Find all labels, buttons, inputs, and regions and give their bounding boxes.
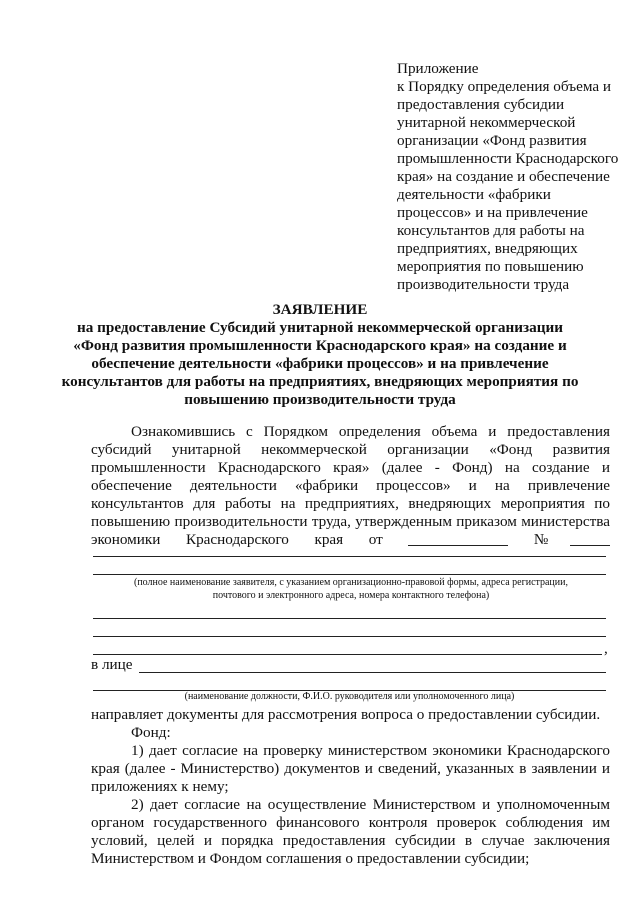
appendix-line: к Порядку определения объема и	[397, 78, 611, 95]
applicant-name-line[interactable]	[93, 556, 606, 557]
appendix-line: процессов» и на привлечение	[397, 204, 588, 221]
item2-line: 2) дает согласие на осуществление Министерством и уполномоченным	[131, 796, 610, 813]
appendix-line: консультантов для работы на	[397, 222, 585, 239]
in-person-field[interactable]	[139, 672, 606, 673]
decree-word: от	[368, 531, 383, 548]
decree-line	[91, 531, 610, 549]
applicant-name-line[interactable]	[93, 574, 606, 575]
title-line: на предоставление Субсидий унитарной некоммерческой организации	[77, 319, 563, 336]
intro-line: субсидий унитарной некоммерческой организации «Фонд развития	[91, 441, 610, 458]
decree-word: края	[314, 531, 344, 548]
intro-line: обеспечение деятельности «фабрики процессов» и на привлечение	[91, 477, 610, 494]
fund-label: Фонд:	[131, 724, 171, 741]
item2-line: Министерством и Фондом соглашения о предоставлении субсидии;	[91, 850, 530, 867]
item2-line: условий, целей и порядка предоставления субсидии в случае заключения	[91, 832, 610, 849]
title-line: обеспечение деятельности «фабрики процессов» и на привлечение	[91, 355, 549, 372]
trailing-comma: ,	[604, 640, 608, 657]
appendix-line: унитарной некоммерческой	[397, 114, 576, 131]
sends-docs-text: направляет документы для рассмотрения вопроса о предоставлении субсидии.	[91, 706, 601, 723]
appendix-line: промышленности Краснодарского	[397, 150, 619, 167]
item1-line: приложениях к нему;	[91, 778, 229, 795]
item2-line: органом государственного финансового контроля проверок соблюдения им	[91, 814, 610, 831]
applicant-details-line[interactable]	[93, 654, 602, 655]
intro-line: Ознакомившись с Порядком определения объема и предоставления	[131, 423, 610, 440]
item1-line: края (далее - Министерство) документов и сведений, указанных в заявлении и	[91, 760, 610, 777]
title-heading: ЗАЯВЛЕНИЕ	[272, 301, 368, 318]
applicant-note: почтового и электронного адреса, номера контактного телефона)	[212, 590, 490, 601]
appendix-line: организации «Фонд развития	[397, 132, 587, 149]
decree-word: экономики	[91, 531, 161, 548]
intro-line: промышленности Краснодарского края» (далее - Фонд) на создание и	[91, 459, 610, 476]
applicant-details-line[interactable]	[93, 636, 606, 637]
decree-number-label: №	[534, 531, 610, 548]
title-line: консультантов для работы на предприятиях, внедряющих мероприятия по	[61, 373, 579, 390]
intro-line: повышению производительности труда, утвержденным приказом министерства	[91, 513, 610, 530]
appendix-line: предоставления субсидии	[397, 96, 565, 113]
item1-line: 1) дает согласие на проверку министерством экономики Краснодарского	[131, 742, 610, 759]
decree-word: Краснодарского	[185, 531, 289, 548]
appendix-line: края» на создание и обеспечение	[397, 168, 610, 185]
appendix-line: Приложение	[397, 60, 479, 77]
appendix-line: деятельности «фабрики	[397, 186, 551, 203]
appendix-line: предприятиях, внедряющих	[397, 240, 578, 257]
applicant-note: (полное наименование заявителя, с указанием организационно-правовой формы, адреса регистрации,	[133, 577, 568, 588]
title-line: повышению производительности труда	[184, 391, 456, 408]
position-note: (наименование должности, Ф.И.О. руководителя или уполномоченного лица)	[184, 691, 515, 702]
in-person-label: в лице	[91, 656, 133, 673]
applicant-details-line[interactable]	[93, 618, 606, 619]
appendix-line: мероприятия по повышению	[397, 258, 584, 275]
title-line: «Фонд развития промышленности Краснодарского края» на создание и	[73, 337, 567, 354]
intro-line: консультантов для работы на предприятиях, внедряющих мероприятия по	[91, 495, 610, 512]
decree-number-field[interactable]	[570, 531, 610, 546]
appendix-line: производительности труда	[397, 276, 570, 293]
decree-date-field[interactable]	[408, 531, 508, 546]
